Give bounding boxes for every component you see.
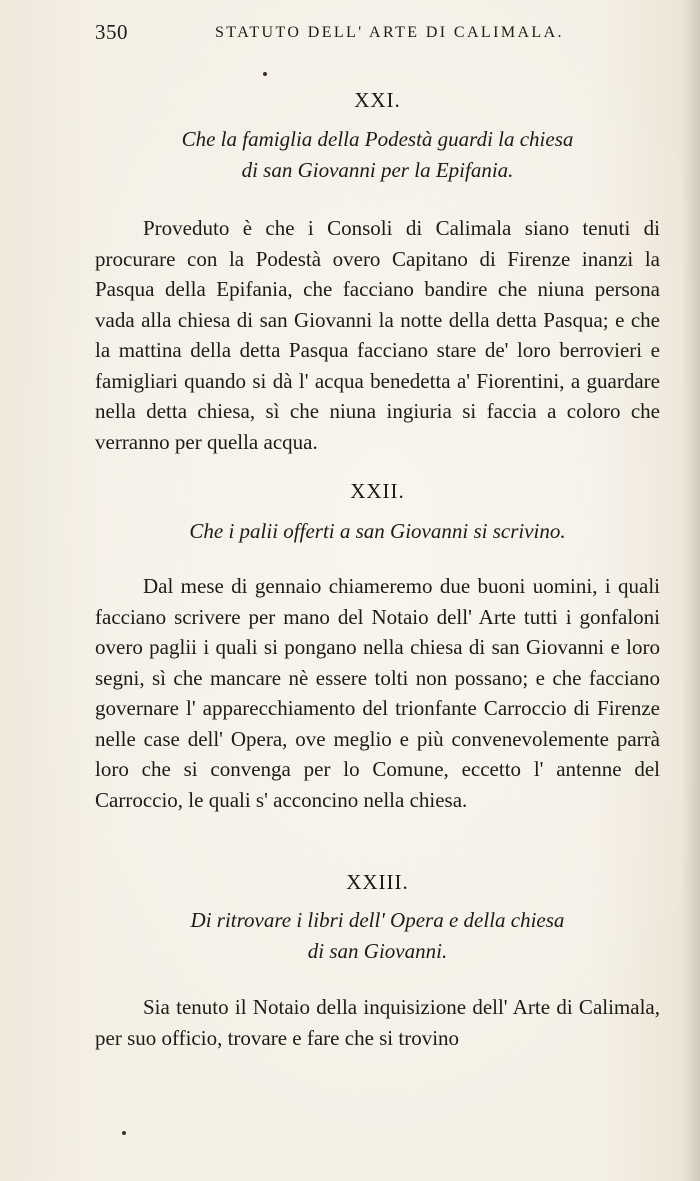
- ink-speck: [263, 72, 267, 76]
- ink-speck: [122, 1131, 126, 1135]
- section-title-line: di san Giovanni per la Epifania.: [241, 158, 514, 182]
- section-number: XXI.: [354, 88, 401, 112]
- section-title: [95, 905, 660, 967]
- section-xxiii-heading: [95, 870, 660, 967]
- section-title-line: Che i palii offerti a san Giovanni si scrivino.: [189, 519, 566, 543]
- section-xxii-body: [95, 571, 660, 815]
- section-title-line: Di ritrovare i libri dell' Opera e della chiesa: [190, 908, 565, 932]
- section-xxi-body: [95, 213, 660, 457]
- section-xxii-heading: [95, 479, 660, 547]
- section-title: [95, 124, 660, 186]
- section-number: XXII.: [350, 479, 405, 503]
- page-number: 350: [95, 20, 128, 44]
- section-title-line: di san Giovanni.: [307, 939, 448, 963]
- paragraph-text: Proveduto è che i Consoli di Calimala siano tenuti di procurare con la Podestà overo Capitano di Firenze inanzi la Pasqua della Epifania, che facciano bandire che niuna persona vada alla chiesa di san Giovanni la notte della detta Pasqua; e che la mattina della detta Pasqua facciano stare de' loro berrovieri e famigliari quando si dà l' acqua benedetta a' Fiorentini, a guardare nella detta chiesa, sì che niuna ingiuria si faccia a coloro che verranno per quella acqua.: [95, 216, 660, 454]
- section-xxiii-body: [95, 992, 660, 1053]
- running-title: STATUTO DELL' ARTE DI CALIMALA.: [215, 24, 564, 41]
- section-title: [95, 516, 660, 547]
- page-header: [95, 20, 655, 50]
- page-edge-shadow: [682, 0, 700, 1181]
- paragraph-text: Sia tenuto il Notaio della inquisizione dell' Arte di Calimala, per suo officio, trovare e fare che si trovino: [95, 995, 660, 1050]
- section-title-line: Che la famiglia della Podestà guardi la chiesa: [181, 127, 574, 151]
- section-number: XXIII.: [346, 870, 409, 894]
- section-xxi-heading: [95, 88, 660, 186]
- paragraph-text: Dal mese di gennaio chiameremo due buoni uomini, i quali facciano scrivere per mano del Notaio dell' Arte tutti i gonfaloni overo paglii i quali si pongano nella chiesa di san Giovanni e loro segni, sì che mancare nè essere tolti non possano; e che facciano governare l' apparecchiamento del trionfante Carroccio di Firenze nelle case dell' Opera, ove meglio e più convenevolemente parrà loro che si convenga per lo Comune, eccetto l' antenne del Carroccio, le quali s' acconcino nella chiesa.: [95, 574, 660, 812]
